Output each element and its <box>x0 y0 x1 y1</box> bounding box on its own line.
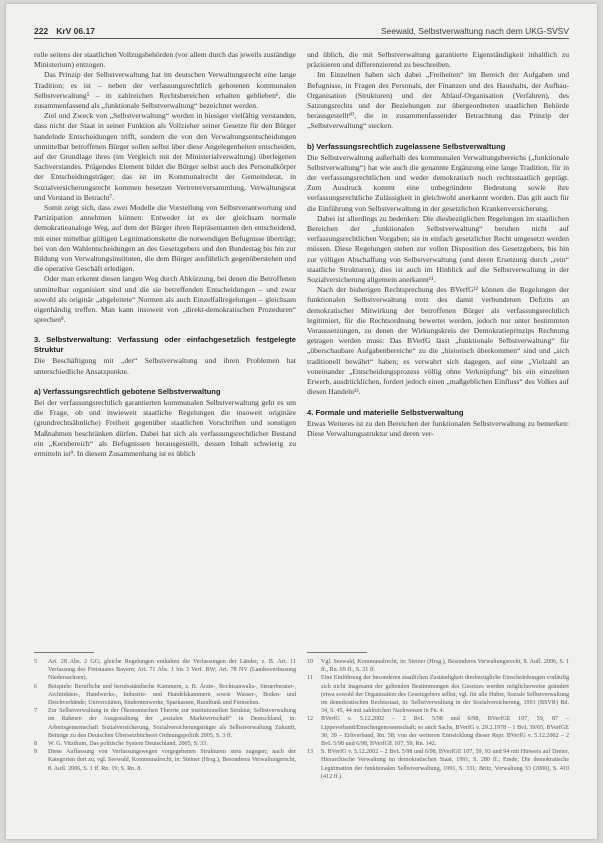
footnote <box>34 748 296 773</box>
footnote <box>307 674 569 715</box>
footnote-text: W. G. Vitzthum, Das politische System Deutschland, 2005, S. 33. <box>48 741 208 748</box>
header-left <box>34 26 103 36</box>
footnote-number: 12 <box>307 716 314 723</box>
footnote-text: Diese Auffassung von Verfassungswegen vorgegebenen Strukturen stets zugegen; nach der Kategorien dort zu, vgl. Seewald, Kommunalrecht, in: Steiner (Hrsg.), Besonderes Verwaltungsrecht, 8. Aufl. 2006, S. 1 ff. Rn. 19; S. Rn. 8. <box>48 749 296 772</box>
paragraph: Oder man erkennt diesen langen Weg durch Abkürzung, bei denen die Betroffenen unmittelbar organisiert sind und die sie betreffenden Entscheidungen – und zwar sowohl als originär „abgeleitete“ Normen als auch Einzelfallregelungen – gleichsam eigenhändig treffen. Man kann insoweit von „direkt-demokratischen Prozeduren“ sprechen⁸. <box>34 274 296 325</box>
document-page <box>6 4 597 839</box>
paragraph: Dabei ist allerdings zu bedenken: Die diesbezüglichen Regelungen im staatlichen Bereichen der „funktionalen Selbstverwaltung“ beruhen nicht auf verfassungsrechtlichen Vorgaben; sie in einfach gesetzlicher Recht umgesetzt werden müssen. Diese Regelungen stehen zur vollen Disposition des Gesetzgebers, bis hin zur völligen Abschaffung von Selbstverwaltung (und deren Ersetzung durch „rein“ staatliche Strukturen), dies ist auch im Hinblick auf die Selbstverwaltung in der Sozialversicherung allgemein anerkannt¹¹. <box>307 213 569 285</box>
paragraph: Im Einzelnen haben sich dabei „Freiheiten“ im Bereich der Aufgaben und Befugnisse, in Fragen des Personals, der Finanzen und des Haushalts, der Aufbau-Organisation (Strukturen) und der Ablauf-Organisation (Verfahren), des Satzungsrechts und der Beziehungen zur übergeordneten staatlichen Behörde herausgestellt¹⁰, die in zusammenfassender Betrachtung das Prinzip der „Selbstverwaltung“ stecken. <box>307 70 569 131</box>
footnotes-right <box>307 658 569 781</box>
footnotes-left <box>34 658 296 773</box>
left-column <box>34 50 296 459</box>
footnote-text: Art. 28 Abs. 2 GG; gleiche Regelungen enthalten die Verfassungen der Länder, z. B. Art. 11 Verfassung des Freistaates Bayern; Art. 71 Abs. 1 bis 3 Verf. BW; Art. 78 NV (Landesverfassung Niedersachsen). <box>48 659 296 682</box>
paragraph: Ziel und Zweck von „Selbstverwaltung“ werden in hiesiger vielfältig verstanden, dass nicht der Staat in seiner Funktion als Vollzieher seiner Gesetze für den Bürger handelnde Entscheidungen trifft, sondern die von den Verwaltungsentscheidungen unmittelbar betroffenen Bürger sollen selbst über diese Angelegenheiten entscheiden, auf der Grundlage ihres (im Vergleich mit der Ministerialverwaltung) überlegenen Sachverstandes. Prägendes Element bildet die Bürger selbst auch des Personalkörper der Entscheidungsträger; das ist im Kommunalrecht der Gemeinderat, in Sozialversicherungsrecht kommen besetzen Vertreterversammlung, Verwaltungsrat und Vorstand in Betracht⁷. <box>34 111 296 202</box>
footnote <box>34 658 296 683</box>
paragraph: Die Selbstverwaltung außerhalb des kommunalen Verwaltungsbereichs („funktionale Selbstverwaltung“) hat wie auch die genannte Ergänzung eine lange Tradition, für in der verfassungsrechtlichen und weder demokratisch noch rechtsstaatlich geprägt. Zum Ausdruck kommt eine unbegründete Bedeutung sowie ihre verfassungsrechtliche Zulässigkeit in gleichwohl anerkannt worden. Das gilt auch für die Einführung von Selbstverwaltung in der gesetzlichen Krankenversicherung. <box>307 152 569 213</box>
paragraph: rolle seitens der staatlichen Vollzugsbehörden (vor allem durch das jeweils zuständige Ministerium) entzogen. <box>34 50 296 70</box>
running-title: Seewald, Selbstverwaltung nach dem UKG-SVSV <box>380 26 569 36</box>
footnote <box>307 658 569 674</box>
footnote-number: 10 <box>307 659 314 665</box>
footnote-number: 13 <box>307 749 314 756</box>
footnote-rule <box>34 652 94 653</box>
footnote <box>307 748 569 781</box>
subsection-heading: a) Verfassungsrechtlich gebotene Selbstverwaltung <box>34 386 221 396</box>
right-column <box>307 50 569 439</box>
journal-name: KrV 06.17 <box>56 26 95 36</box>
footnote-text: Beispiele: Berufliche und berufsständische Kammern, z. B. Ärzte-, Rechtsanwalts-, Steuerberater-, Architekten-, Handwerks-, Industrie- und Handelskammern sowie Wasser-, Boden- und Deichverbände; Universitäten, Studentenwerke, Sparkassen, Rundfunk und Fernsehen. <box>48 683 296 707</box>
footnote <box>34 740 296 748</box>
footnote-rule <box>307 652 367 653</box>
footnote-number: 11 <box>307 675 313 682</box>
footnote-text: S. BVerfG v. 5.12.2002 – 2 BvL 5/98 und 6/98, BVerfGE 107, 59, 93 und 94 mit Hinweis auf Dreier, Hierarchische Verwaltung im demokratischen Staat, 1991, S. 280 ff.; Emde, Die demokratische Legitimation der funktionalen Selbstverwaltung, 1991, S. 331; Britz, Verwaltung 33 (2000), S. 410 (412 ff.). <box>321 749 569 780</box>
footnote <box>34 707 296 740</box>
footnote <box>307 715 569 748</box>
paragraph: Bei der verfassungsrechtlich garantierten kommunalen Selbstverwaltung geht es um die Frage, ob und inwieweit staatliche Regelungen die insoweit originäre (grundrechtsähnliche) Freiheit gegenüber staatlichen Vorschriften und sonstigen Maßnahmen beschränken dürfen. Dabei hat sich als verfassungsrechtlicher Bestand ein „Kernbereich“ als Befugnissen herausgestellt, dessen Inhalt schwierig zu ermitteln ist⁹. In diesem Zusammenhang ist es üblich <box>34 397 296 458</box>
paragraph: Etwas Weiteres ist zu den Bereichen der funktionalen Selbstverwaltung zu bemerken: Diese Verwaltungsstruktur und deren ver- <box>307 418 569 438</box>
paragraph: Somit zeigt sich, dass zwei Modelle die Vorstellung von Selbstverantwortung und Partizipation annehmen können: Entweder ist es der gleichsam normale demokratieanaloge Weg, auf dem der Bürger ihren Repräsentanten den entscheidend, mit einer mittelbar gültigen Legitimationskette die notwendigen Befugnisse überträgt; bei von den Wahlentscheidungen an des Gesetzgebers und den Bundestag bis hin zur Bildung von Verwaltungsinstituten, die dem Bürger ausführlich gegenüberstehen und die operative Geschäft erledigen. <box>34 203 296 274</box>
paragraph: Die Beschäftigung mit „der“ Selbstverwaltung und ihren Problemen hat unterschiedliche Ansatzpunkte. <box>34 356 296 376</box>
footnote-number: 6 <box>34 683 38 690</box>
paragraph: und üblich, die mit Selbstverwaltung garantierte Eigenständigkeit inhaltlich zu präzisieren und differenzierend zu beschreiben. <box>307 50 569 70</box>
footnote-text: Zur Selbstverwaltung in der Ökonomischen Theorie zur institutionellen Struktur, Selbstverwaltung im Rahmen der Ausgestaltung der „sozialen Marktwirtschaft“ in Deutschland, in: Arbeitsgemeinschaft Sozialversicherung, Sozialversicherungsträger als Selbstverwaltung Zukunft, Beiträge zu den Deutschen Übersetzbücherei Ordnungspolitik 2005, S. 3 ff. <box>48 708 296 739</box>
section-heading: 4. Formale und materielle Selbstverwaltung <box>307 407 464 417</box>
section-heading: 3. Selbstverwaltung: Verfassung oder einfachgesetzlich festgelegte Struktur <box>34 335 296 355</box>
paragraph: Das Prinzip der Selbstverwaltung hat im deutschen Verwaltungsrecht eine lange Tradition; es ist – neben der verfassungsrechtlich gebotenen kommunalen Selbstverwaltung⁵ – in zahlreichen Rechtsbereichen erhalten geblieben⁶, die zusammenfassend als „funktionale Selbstverwaltung“ bezeichnet werden. <box>34 70 296 111</box>
page-header <box>34 24 569 39</box>
footnote-number: 9 <box>34 749 38 756</box>
subsection-heading: b) Verfassungsrechtlich zugelassene Selbstverwaltung <box>307 141 506 151</box>
footnote-number: 8 <box>34 741 38 748</box>
footnote-number: 7 <box>34 708 38 715</box>
footnote <box>34 683 296 708</box>
footnote-number: 5 <box>34 659 38 665</box>
paragraph: Nach der bisherigen Rechtsprechung des BVerfG¹² können die Regelungen der funktionalen Selbstverwaltung trotz des damit verbundenen Defizits an demokratischer Mitwirkung der betroffenen Bürger als verfassungsrechtlich legitimiert, für die Rechtsordnung bewertet werden, jedoch nur unter bestimmten Voraussetzungen, zu denen der Wirkungskreis der Demokratieprinzips Rechnung getragen werden muss: Das BVerfG lässt „funktionale Selbstverwaltung“ für „überschaubare Aufgabenbereiche“ zu die „historisch überkommen“ sind und „sich traditionell bewährt“ haben; es verwahrt sich dagegen, auf eine „Vielzahl an voneinander „Entscheidungsprozess völlig ohne Verknüpfung“ bis ein einzelnen Erwerb, ausdrücklichen, fordert jedoch einen „maßgeblichen Einfluss“ des Volkes auf diesen Handeln¹³. <box>307 285 569 397</box>
footnote-text: Eine Einführung der besonderen staatlichen Zuständigkeit diesbezügliche Einschränkungen vorläufig sich nicht insgesamt der geltenden Bestimmungen des Gesetzes werden möglicherweise geändert (etwa sowohl der Organisation des Gesetzgebers selbst, vgl. für alle Huber, Soziale Selbstverwaltung im demokratischen Rechtsstaat, in: Selbstverwaltung in der Sozialversicherung, 1991 (BSVR) Bd. 34, S. 45, 44 mit zahlreichen Nachweisen in Fn. 4. <box>321 675 569 715</box>
footnote-text: Vgl. Seewald, Kommunalrecht, in: Steiner (Hrsg.), Besonderes Verwaltungsrecht, 8. Aufl. 2006, S. 1 ff., Rn. 69 ff., S. 31 ff. <box>321 659 569 674</box>
footnote-text: BVerfG v. 5.12.2002 – 2 BvL 5/98 und 6/98, BVerfGE 107, 59, 87 – Lippeverband/Emschergenossenschaft; so auch Sachs, BVerfG v. 29.2.1978 – 1 BvL 39/65, BVerfGE 30, 39 – Erftverband, Rn. 58; von der weiteren Entwicklung dieser Rspr. BVerfG v. 5.12.2002 – 2 BvL 5/98 und 6/98, BVerfGE 107, 59, Rn. 142. <box>321 716 569 748</box>
page-number: 222 <box>34 26 49 36</box>
